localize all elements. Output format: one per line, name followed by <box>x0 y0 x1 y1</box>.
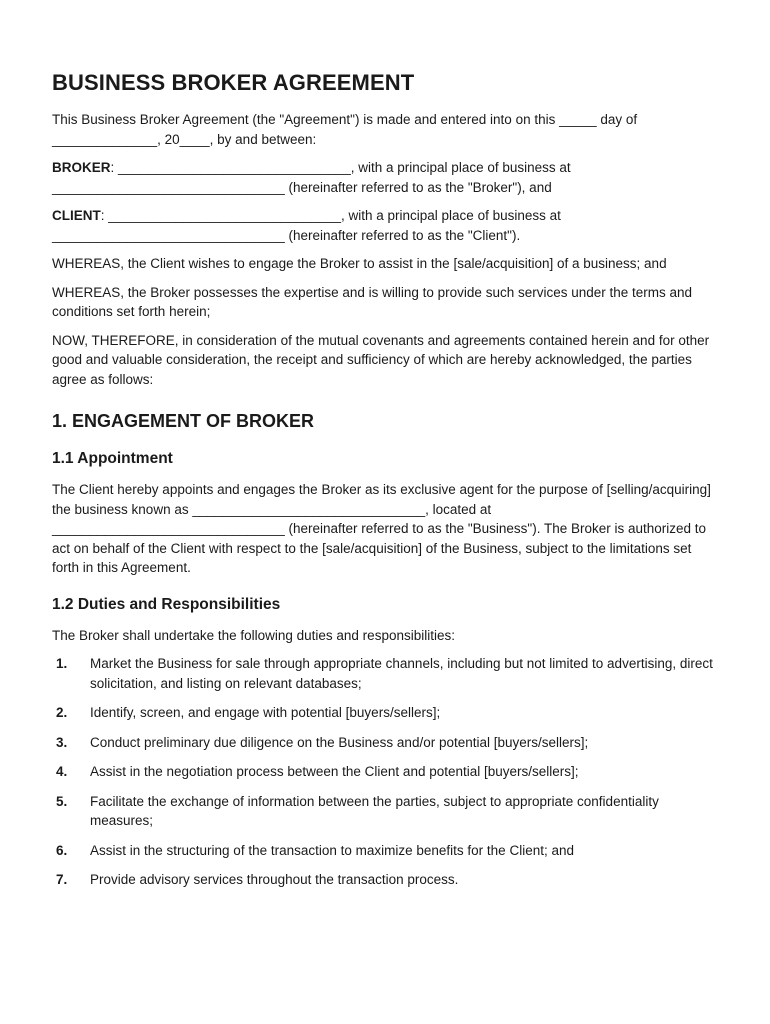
section-1-2-heading: 1.2 Duties and Responsibilities <box>52 595 281 613</box>
intro-paragraph: This Business Broker Agreement (the "Agreement") is made and entered into on this _____ day of ______________, 20____, by and between: <box>52 112 638 147</box>
list-item-number: 4. <box>56 764 68 779</box>
list-item-text: Assist in the structuring of the transaction to maximize benefits for the Client; and <box>90 842 574 858</box>
duties-list <box>52 654 722 890</box>
whereas-paragraph-1: WHEREAS, the Client wishes to engage the Broker to assist in the [sale/acquisition] of a business; and <box>52 256 667 271</box>
list-item <box>52 733 722 753</box>
list-item-text: Assist in the negotiation process between the Client and potential [buyers/sellers]; <box>90 764 579 779</box>
client-paragraph <box>52 206 722 245</box>
list-item <box>52 654 722 693</box>
section-1-1-heading: 1.1 Appointment <box>52 450 173 467</box>
now-therefore-paragraph: NOW, THEREFORE, in consideration of the mutual covenants and agreements contained herein and for other good and valuable consideration, the receipt and sufficiency of which are hereby acknowledged, the parties agree as follows: <box>52 332 710 387</box>
list-item-number: 5. <box>56 793 68 809</box>
duties-intro: The Broker shall undertake the following duties and responsibilities: <box>52 627 455 643</box>
section-1-heading: 1. ENGAGEMENT OF BROKER <box>52 411 315 431</box>
list-item-number: 2. <box>56 705 68 720</box>
document-title: BUSINESS BROKER AGREEMENT <box>52 70 415 95</box>
list-item-text: Facilitate the exchange of information between the parties, subject to appropriate confidentiality measures; <box>90 793 659 828</box>
list-item <box>52 792 722 831</box>
broker-label: BROKER <box>52 160 111 175</box>
list-item-text: Identify, screen, and engage with potential [buyers/sellers]; <box>90 705 441 720</box>
list-item-number: 7. <box>56 872 68 887</box>
broker-paragraph <box>52 158 722 197</box>
broker-text: : _______________________________, with a principal place of business at _______________________________ (hereinafter referred to as the "Broker"), and <box>52 160 571 195</box>
list-item-text: Conduct preliminary due diligence on the Business and/or potential [buyers/sellers]; <box>90 734 589 750</box>
list-item <box>52 841 722 861</box>
client-text: : _______________________________, with a principal place of business at _______________________________ (hereinafter referred to as the "Client"). <box>52 208 561 243</box>
list-item-text: Market the Business for sale through appropriate channels, including but not limited to advertising, direct solicitation, and listing on relevant databases; <box>90 656 713 691</box>
list-item-number: 1. <box>56 656 68 671</box>
list-item-number: 3. <box>56 734 68 750</box>
list-item <box>52 703 722 723</box>
whereas-paragraph-2: WHEREAS, the Broker possesses the expertise and is willing to provide such services under the terms and conditions set forth herein; <box>52 284 693 319</box>
appointment-paragraph: The Client hereby appoints and engages the Broker as its exclusive agent for the purpose of [selling/acquiring] the business known as _______________________________, located at _______________________________ (hereinafter referred to as the "Business"). The Broker is authorized to act on behalf of the Client with respect to the [sale/acquisition] of the Business, subject to the limitations set forth in this Agreement. <box>52 482 711 575</box>
list-item <box>52 870 722 890</box>
client-label: CLIENT <box>52 208 101 223</box>
list-item-number: 6. <box>56 842 68 858</box>
list-item-text: Provide advisory services throughout the transaction process. <box>90 872 459 887</box>
list-item <box>52 762 722 782</box>
